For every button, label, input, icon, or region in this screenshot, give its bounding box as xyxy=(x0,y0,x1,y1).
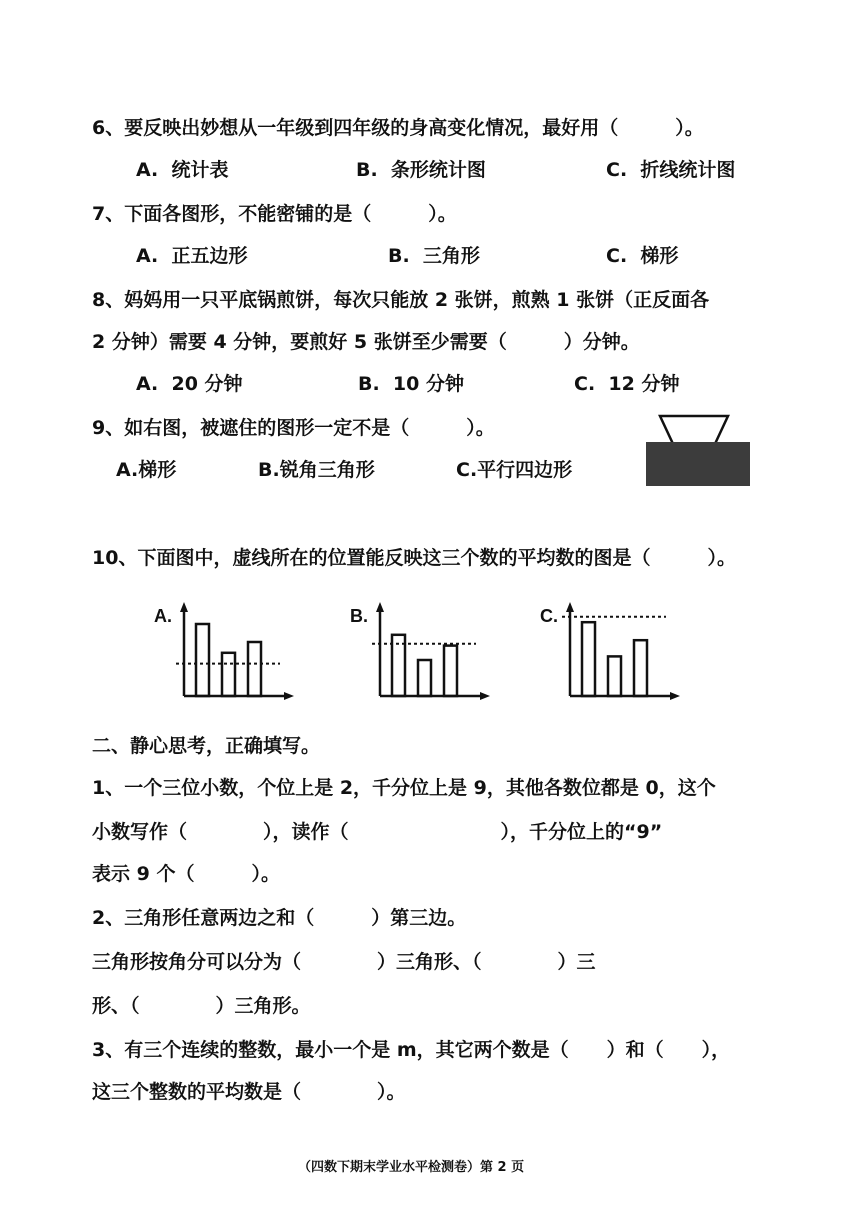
q9-visible-trapezoid xyxy=(660,416,728,446)
q7-option-c[interactable]: C. 梯形 xyxy=(606,245,679,267)
q9-cover-block xyxy=(646,442,750,486)
chart-label: A. xyxy=(154,606,172,626)
q9-stem: 9、如右图，被遮住的图形一定不是（ ）。 xyxy=(92,417,495,439)
section2-heading: 二、静心思考，正确填写。 xyxy=(92,735,321,757)
chart-label: C. xyxy=(540,606,558,626)
bar-1 xyxy=(196,624,209,696)
x-axis-arrow xyxy=(670,692,680,700)
s2-q2-line3: 形、（ ）三角形。 xyxy=(92,995,311,1017)
s2-q1-line3: 表示 9 个（ ）。 xyxy=(92,863,280,885)
page-footer: （四数下期末学业水平检测卷）第 2 页 xyxy=(298,1160,525,1175)
y-axis-arrow xyxy=(566,602,574,612)
bar-3 xyxy=(634,640,647,696)
bar-1 xyxy=(582,622,595,696)
q7-stem: 7、下面各图形，不能密铺的是（ ）。 xyxy=(92,203,457,225)
q8-stem-line2: 2 分钟）需要 4 分钟，要煎好 5 张饼至少需要（ ）分钟。 xyxy=(92,331,640,353)
q8-stem-line1: 8、妈妈用一只平底锅煎饼，每次只能放 2 张饼，煎熟 1 张饼（正反面各 xyxy=(92,289,710,311)
x-axis-arrow xyxy=(284,692,294,700)
q9-option-c[interactable]: C.平行四边形 xyxy=(456,459,573,481)
s2-q3-line2: 这三个整数的平均数是（ ）。 xyxy=(92,1081,406,1103)
q8-option-a[interactable]: A. 20 分钟 xyxy=(136,373,243,395)
q7-option-b[interactable]: B. 三角形 xyxy=(388,245,480,267)
q10-chart-c xyxy=(536,598,686,704)
s2-q1-line1: 1、一个三位小数，个位上是 2，千分位上是 9，其他各数位都是 0，这个 xyxy=(92,777,716,799)
q6-option-c[interactable]: C. 折线统计图 xyxy=(606,159,736,181)
q8-option-c[interactable]: C. 12 分钟 xyxy=(574,373,680,395)
bar-3 xyxy=(248,642,261,696)
q10-chart-a xyxy=(150,598,300,704)
bar-2 xyxy=(418,660,431,696)
q6-stem: 6、要反映出妙想从一年级到四年级的身高变化情况，最好用（ ）。 xyxy=(92,117,704,139)
q9-figure xyxy=(644,412,754,488)
q10-chart-b xyxy=(346,598,496,704)
s2-q3-line1: 3、有三个连续的整数，最小一个是 m，其它两个数是（ ）和（ ）， xyxy=(92,1039,731,1061)
q10-stem: 10、下面图中，虚线所在的位置能反映这三个数的平均数的图是（ ）。 xyxy=(92,547,736,569)
bar-3 xyxy=(444,646,457,696)
bar-2 xyxy=(222,653,235,696)
bar-2 xyxy=(608,656,621,696)
q9-option-a[interactable]: A.梯形 xyxy=(116,459,177,481)
q7-option-a[interactable]: A. 正五边形 xyxy=(136,245,248,267)
q8-option-b[interactable]: B. 10 分钟 xyxy=(358,373,464,395)
q9-option-b[interactable]: B.锐角三角形 xyxy=(258,459,375,481)
chart-label: B. xyxy=(350,606,368,626)
y-axis-arrow xyxy=(180,602,188,612)
y-axis-arrow xyxy=(376,602,384,612)
s2-q2-line1: 2、三角形任意两边之和（ ）第三边。 xyxy=(92,907,467,929)
q6-option-a[interactable]: A. 统计表 xyxy=(136,159,229,181)
s2-q1-line2: 小数写作（ ），读作（ ），千分位上的“9” xyxy=(92,821,663,843)
q6-option-b[interactable]: B. 条形统计图 xyxy=(356,159,486,181)
x-axis-arrow xyxy=(480,692,490,700)
s2-q2-line2: 三角形按角分可以分为（ ）三角形、（ ）三 xyxy=(92,951,596,973)
